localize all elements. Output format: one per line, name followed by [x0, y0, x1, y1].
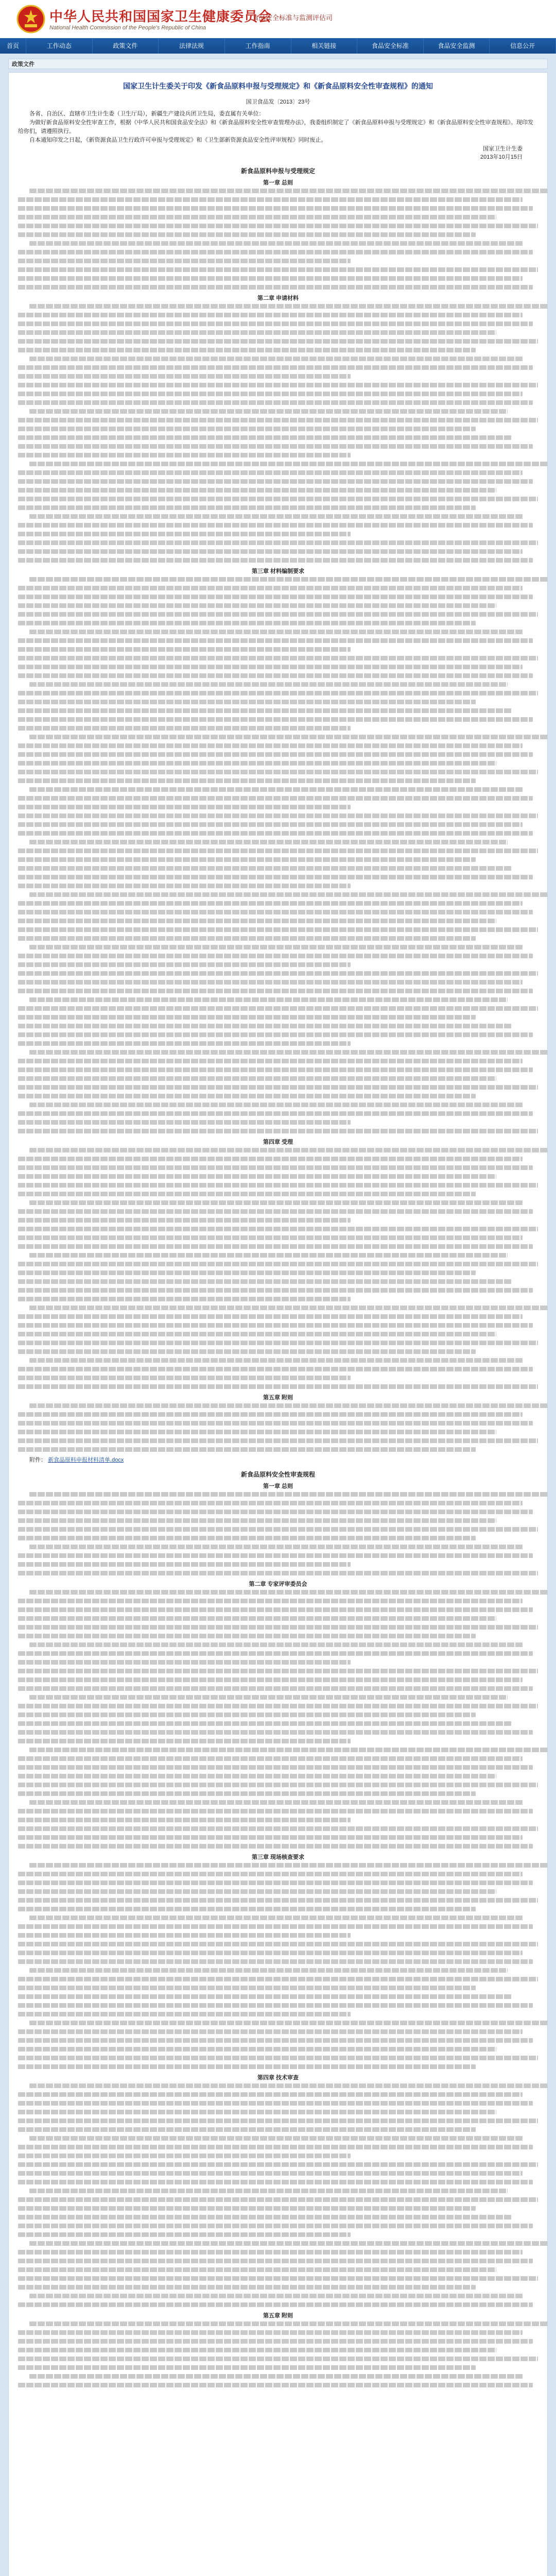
text-line-placeholder [18, 831, 533, 836]
notice-paragraph: 各省、自治区、直辖市卫生计生委（卫生厅局），新疆生产建设兵团卫生局，委直属有关单位： [29, 111, 265, 117]
text-line-placeholder [18, 321, 533, 326]
text-line-placeholder [18, 1977, 538, 1981]
notice-paragraph: 为做好新食品原料安全性审查工作，根据《中华人民共和国食品安全法》和《新食品原料安全性审查管理办法》，我委组织制定了《新食品原料申报与受理规定》和《新食品原料安全性审查规程》。现印发给你们，请遵照执行。 [18, 120, 533, 134]
text-line-placeholder [18, 1279, 512, 1284]
text-line-placeholder [18, 717, 533, 722]
text-block [18, 1492, 538, 1575]
text-line-placeholder [18, 1651, 533, 1656]
text-line-placeholder [18, 1527, 538, 1532]
text-line-placeholder [18, 276, 523, 281]
text-line-placeholder [29, 1492, 548, 1497]
text-line-placeholder [18, 2003, 533, 2008]
text-line-placeholder [18, 2127, 476, 2132]
text-line-placeholder [18, 1024, 512, 1028]
text-line-placeholder [18, 505, 476, 510]
text-line-placeholder [18, 1783, 538, 1787]
text-line-placeholder [18, 1015, 476, 1020]
text-line-placeholder [18, 1791, 476, 1796]
text-line-placeholder [18, 1041, 351, 1046]
text-block [18, 577, 538, 1133]
text-line-placeholder [18, 1165, 533, 1170]
text-line-placeholder [18, 1898, 538, 1903]
text-line-placeholder [18, 1553, 533, 1558]
text-line-placeholder [18, 2101, 533, 2106]
main-nav [0, 38, 556, 54]
text-line-placeholder [18, 1739, 351, 1743]
text-block [18, 304, 538, 563]
text-line-placeholder [18, 532, 351, 536]
text-line-placeholder [18, 980, 523, 985]
text-line-placeholder [18, 665, 523, 669]
text-block [18, 1590, 538, 1849]
text-line-placeholder [18, 1323, 533, 1328]
text-line-placeholder [18, 540, 538, 545]
text-line-placeholder [18, 2145, 533, 2149]
text-line-placeholder [18, 1536, 476, 1540]
text-line-placeholder [18, 708, 512, 713]
text-line-placeholder [29, 630, 524, 634]
attachment-link[interactable]: 新食品原料申报材料清单.docx [48, 1457, 124, 1463]
text-line-placeholder [18, 1262, 538, 1266]
text-line-placeholder [18, 1006, 538, 1011]
text-line-placeholder [29, 2189, 508, 2193]
text-line-placeholder [18, 348, 476, 352]
text-line-placeholder [18, 1994, 512, 1999]
text-line-placeholder [29, 357, 524, 361]
text-line-placeholder [18, 1129, 538, 1133]
text-line-placeholder [18, 1218, 351, 1223]
doc1-chapter-heading: 第五章 附则 [263, 1395, 293, 1401]
text-line-placeholder [29, 2321, 548, 2326]
text-line-placeholder [18, 1634, 476, 1638]
text-line-placeholder [18, 1518, 496, 1523]
text-line-placeholder [18, 919, 496, 923]
text-line-placeholder [18, 497, 538, 501]
text-line-placeholder [18, 1774, 496, 1778]
doc2-chapter-heading: 第五章 附则 [263, 2313, 293, 2319]
text-line-placeholder [18, 339, 538, 344]
text-line-placeholder [18, 1349, 476, 1354]
text-line-placeholder [29, 1403, 548, 1408]
text-line-placeholder [18, 444, 533, 449]
doc1-chapter-heading: 第二章 申请材料 [257, 295, 299, 301]
text-line-placeholder [18, 884, 351, 888]
text-line-placeholder [18, 1332, 496, 1336]
text-line-placeholder [18, 1818, 351, 1822]
text-line-placeholder [18, 1924, 533, 1929]
text-line-placeholder [18, 849, 538, 853]
site-title[interactable]: 中华人民共和国国家卫生健康委员会 [49, 9, 272, 25]
text-line-placeholder [29, 1200, 524, 1205]
text-line-placeholder [18, 1085, 538, 1090]
text-line-placeholder [18, 427, 476, 431]
text-line-placeholder [18, 1059, 523, 1063]
text-line-placeholder [18, 1412, 523, 1417]
text-line-placeholder [18, 2171, 523, 2176]
text-line-placeholder [18, 1384, 538, 1389]
nav-home[interactable]: 首页 [0, 38, 26, 54]
text-line-placeholder [18, 770, 538, 774]
text-line-placeholder [29, 1050, 548, 1055]
attachment-row [18, 1456, 538, 1465]
text-line-placeholder [18, 232, 476, 237]
nav-food-monitoring[interactable]: 食品安全监测 [424, 38, 490, 54]
text-line-placeholder [18, 761, 496, 766]
text-line-placeholder [18, 2064, 476, 2069]
text-line-placeholder [18, 2259, 533, 2263]
text-block [18, 1148, 538, 1389]
text-line-placeholder [18, 2110, 496, 2114]
text-line-placeholder [18, 638, 533, 643]
text-line-placeholder [29, 2021, 548, 2025]
text-line-placeholder [18, 330, 496, 335]
text-line-placeholder [18, 1094, 476, 1098]
text-line-placeholder [18, 313, 523, 317]
text-line-placeholder [18, 2154, 351, 2158]
text-line-placeholder [18, 418, 538, 422]
text-line-placeholder [18, 2232, 351, 2237]
text-line-placeholder [18, 488, 496, 493]
text-line-placeholder [18, 1571, 538, 1575]
text-line-placeholder [18, 2365, 476, 2370]
text-line-placeholder [18, 1430, 496, 1434]
text-line-placeholder [18, 822, 523, 827]
text-line-placeholder [18, 1183, 538, 1188]
text-line-placeholder [18, 1765, 533, 1770]
text-line-placeholder [29, 735, 548, 739]
text-line-placeholder [29, 409, 508, 414]
text-line-placeholder [18, 752, 533, 757]
notice-signature: 国家卫生计生委 [483, 146, 523, 152]
text-line-placeholder [18, 1616, 496, 1621]
text-line-placeholder [18, 743, 523, 748]
text-line-placeholder [18, 1235, 523, 1240]
text-line-placeholder [18, 1986, 476, 1990]
text-line-placeholder [18, 656, 538, 660]
text-line-placeholder [18, 470, 523, 475]
notice-paragraph: 自本通知印发之日起，《新资源食品卫生行政许可申报与受理规定》和《卫生部新资源食品安全性评审规程》同时废止。 [29, 137, 327, 143]
text-line-placeholder [18, 1032, 533, 1037]
text-line-placeholder [18, 549, 523, 554]
text-line-placeholder [18, 435, 512, 440]
text-line-placeholder [29, 1590, 548, 1595]
text-line-placeholder [18, 1438, 538, 1443]
text-line-placeholder [18, 1835, 523, 1840]
text-line-placeholder [18, 1704, 538, 1708]
text-line-placeholder [29, 462, 548, 466]
nav-laws[interactable]: 法律法规 [159, 38, 225, 54]
text-line-placeholder [18, 1942, 538, 1946]
text-line-placeholder [18, 1872, 523, 1876]
doc2-chapter-heading: 第二章 专家评审委员会 [249, 1581, 307, 1587]
text-block [18, 2083, 538, 2307]
text-line-placeholder [18, 673, 533, 678]
site-header [0, 0, 556, 39]
text-line-placeholder [18, 1067, 533, 1072]
text-line-placeholder [18, 2224, 533, 2228]
text-line-placeholder [18, 2119, 538, 2123]
text-line-placeholder [29, 1148, 548, 1153]
text-line-placeholder [18, 1192, 476, 1196]
text-line-placeholder [29, 945, 524, 950]
notice-title: 国家卫生计生委关于印发《新食品原料申报与受理规定》和《新食品原料安全性审查规程》的通知 [123, 82, 433, 90]
text-line-placeholder [18, 523, 533, 528]
text-line-placeholder [29, 241, 524, 246]
nav-links[interactable]: 相关链接 [291, 38, 358, 54]
text-line-placeholder [18, 1933, 351, 1938]
text-line-placeholder [29, 1800, 524, 1805]
text-line-placeholder [18, 2339, 533, 2344]
attachment-label: 附件： [29, 1457, 46, 1463]
text-block [18, 1863, 538, 2069]
text-line-placeholder [29, 840, 508, 844]
text-line-placeholder [18, 1111, 533, 1116]
text-line-placeholder [18, 1447, 476, 1452]
text-line-placeholder [18, 1880, 533, 1885]
text-line-placeholder [18, 866, 512, 871]
text-line-placeholder [18, 814, 538, 818]
text-line-placeholder [18, 2206, 476, 2211]
text-line-placeholder [18, 1297, 351, 1301]
text-line-placeholder [18, 2038, 533, 2043]
text-line-placeholder [18, 1367, 533, 1371]
doc1-chapter-heading: 第一章 总则 [263, 180, 293, 186]
text-line-placeholder [18, 1174, 496, 1179]
text-line-placeholder [18, 479, 533, 484]
text-line-placeholder [29, 1748, 548, 1752]
text-line-placeholder [29, 577, 548, 582]
text-line-placeholder [29, 1916, 524, 1920]
site-title-english: National Health Commission of the People's Republic of China [49, 25, 206, 31]
nav-work-news[interactable]: 工作动态 [26, 38, 93, 54]
notice-date: 2013年10月15日 [480, 154, 523, 160]
text-line-placeholder [18, 1959, 533, 1964]
text-line-placeholder [18, 621, 476, 625]
text-line-placeholder [18, 2285, 476, 2290]
text-line-placeholder [18, 1607, 533, 1612]
text-line-placeholder [29, 2294, 524, 2298]
text-line-placeholder [18, 612, 538, 617]
nav-info-disclosure[interactable]: 信息公开 [490, 38, 556, 54]
text-line-placeholder [18, 875, 533, 879]
text-line-placeholder [18, 1730, 533, 1735]
text-line-placeholder [18, 1076, 496, 1081]
text-line-placeholder [18, 778, 476, 783]
text-line-placeholder [18, 2092, 523, 2097]
text-line-placeholder [29, 787, 524, 792]
text-line-placeholder [18, 989, 533, 993]
text-line-placeholder [18, 962, 351, 967]
text-line-placeholder [18, 586, 523, 590]
text-line-placeholder [18, 1809, 533, 1814]
text-line-placeholder [18, 1826, 538, 1831]
text-line-placeholder [29, 1358, 524, 1363]
text-line-placeholder [29, 892, 548, 897]
text-line-placeholder [18, 267, 538, 272]
text-line-placeholder [18, 1721, 512, 1726]
text-line-placeholder [18, 595, 533, 599]
text-line-placeholder [18, 910, 533, 914]
text-line-placeholder [18, 1756, 523, 1761]
text-line-placeholder [18, 2162, 538, 2167]
text-line-placeholder [18, 259, 351, 263]
text-line-placeholder [18, 1157, 523, 1161]
text-line-placeholder [18, 2276, 538, 2281]
text-line-placeholder [29, 304, 548, 309]
text-line-placeholder [18, 691, 538, 696]
text-line-placeholder [29, 682, 508, 687]
text-line-placeholder [18, 2330, 523, 2335]
text-block [18, 189, 538, 290]
text-line-placeholder [18, 2012, 351, 2016]
text-line-placeholder [18, 215, 496, 219]
text-line-placeholder [18, 285, 533, 290]
text-line-placeholder [18, 2029, 523, 2034]
text-line-placeholder [29, 1863, 548, 1868]
text-line-placeholder [18, 2215, 512, 2219]
text-line-placeholder [18, 453, 351, 457]
text-line-placeholder [18, 1677, 523, 1682]
text-line-placeholder [29, 1103, 524, 1107]
text-line-placeholder [18, 2047, 496, 2052]
text-line-placeholder [18, 2302, 533, 2307]
text-line-placeholder [18, 392, 523, 396]
text-line-placeholder [18, 1270, 476, 1275]
text-line-placeholder [18, 2056, 538, 2060]
text-line-placeholder [18, 901, 523, 906]
text-line-placeholder [18, 1288, 533, 1293]
text-line-placeholder [18, 1625, 538, 1630]
text-line-placeholder [18, 603, 496, 608]
text-line-placeholder [29, 2083, 548, 2088]
text-line-placeholder [18, 700, 476, 704]
national-emblem-icon [16, 5, 45, 33]
text-line-placeholder [29, 514, 524, 519]
text-line-placeholder [18, 197, 523, 202]
text-line-placeholder [18, 2197, 538, 2202]
text-line-placeholder [18, 365, 533, 370]
text-line-placeholder [29, 1642, 524, 1647]
text-line-placeholder [29, 2374, 524, 2379]
text-line-placeholder [18, 796, 533, 801]
text-line-placeholder [18, 1341, 538, 1345]
text-line-placeholder [18, 1314, 523, 1319]
text-block [18, 2321, 538, 2387]
nav-guides[interactable]: 工作指南 [225, 38, 291, 54]
text-line-placeholder [18, 250, 533, 255]
text-line-placeholder [18, 1227, 538, 1231]
text-line-placeholder [18, 558, 533, 563]
text-line-placeholder [18, 224, 538, 228]
text-line-placeholder [18, 1376, 351, 1380]
text-line-placeholder [29, 2241, 548, 2246]
text-line-placeholder [18, 1209, 533, 1214]
text-line-placeholder [18, 2180, 533, 2184]
text-line-placeholder [18, 2357, 538, 2361]
nav-food-standards[interactable]: 食品安全标准 [357, 38, 424, 54]
text-line-placeholder [29, 1968, 508, 1973]
text-line-placeholder [18, 1660, 351, 1665]
document-number: 国卫食品发〔2013〕23号 [246, 99, 310, 105]
subsite-name[interactable]: 食品安全标准与监测评估司 [252, 14, 333, 22]
doc2-chapter-heading: 第三章 现场核查要求 [251, 1854, 305, 1860]
doc1-title: 新食品原料申报与受理规定 [240, 167, 315, 175]
text-line-placeholder [18, 1244, 533, 1249]
text-line-placeholder [29, 1695, 508, 1700]
doc1-chapter-heading: 第三章 材料编制要求 [251, 568, 305, 574]
text-line-placeholder [18, 1951, 523, 1955]
text-line-placeholder [18, 1907, 476, 1911]
text-line-placeholder [18, 2267, 496, 2272]
nav-policy-docs[interactable]: 政策文件 [93, 38, 159, 54]
text-line-placeholder [18, 374, 351, 379]
text-line-placeholder [18, 383, 538, 387]
breadcrumb[interactable]: 政策文件 [8, 59, 548, 69]
doc2-title: 新食品原料安全性审查规程 [240, 1471, 315, 1478]
text-line-placeholder [18, 647, 351, 652]
text-line-placeholder [29, 997, 508, 1002]
text-line-placeholder [18, 971, 538, 976]
text-line-placeholder [18, 954, 533, 958]
doc2-chapter-heading: 第四章 技术审查 [257, 2075, 299, 2081]
text-line-placeholder [29, 2136, 524, 2141]
text-line-placeholder [18, 1713, 476, 1717]
text-line-placeholder [18, 1844, 533, 1849]
text-line-placeholder [18, 726, 351, 731]
text-line-placeholder [18, 1421, 533, 1426]
doc2-chapter-heading: 第一章 总则 [263, 1483, 293, 1489]
text-line-placeholder [18, 206, 533, 211]
text-line-placeholder [18, 936, 476, 941]
text-line-placeholder [18, 400, 533, 405]
text-line-placeholder [18, 1562, 351, 1567]
text-line-placeholder [18, 2383, 533, 2387]
text-line-placeholder [18, 1599, 523, 1603]
text-line-placeholder [29, 1253, 508, 1258]
text-line-placeholder [18, 857, 476, 862]
text-line-placeholder [29, 1545, 524, 1549]
text-line-placeholder [18, 1501, 523, 1505]
text-block [18, 1403, 538, 1452]
article-panel [8, 72, 548, 2576]
text-line-placeholder [18, 805, 351, 809]
text-line-placeholder [18, 2250, 523, 2255]
text-line-placeholder [18, 1669, 538, 1673]
text-line-placeholder [18, 927, 538, 932]
text-line-placeholder [18, 1120, 351, 1125]
text-line-placeholder [29, 1306, 548, 1310]
doc1-chapter-heading: 第四章 受理 [263, 1139, 293, 1145]
text-line-placeholder [29, 189, 548, 193]
text-line-placeholder [18, 1686, 533, 1691]
text-line-placeholder [18, 2348, 496, 2352]
text-line-placeholder [18, 1510, 533, 1514]
text-line-placeholder [18, 1889, 496, 1894]
